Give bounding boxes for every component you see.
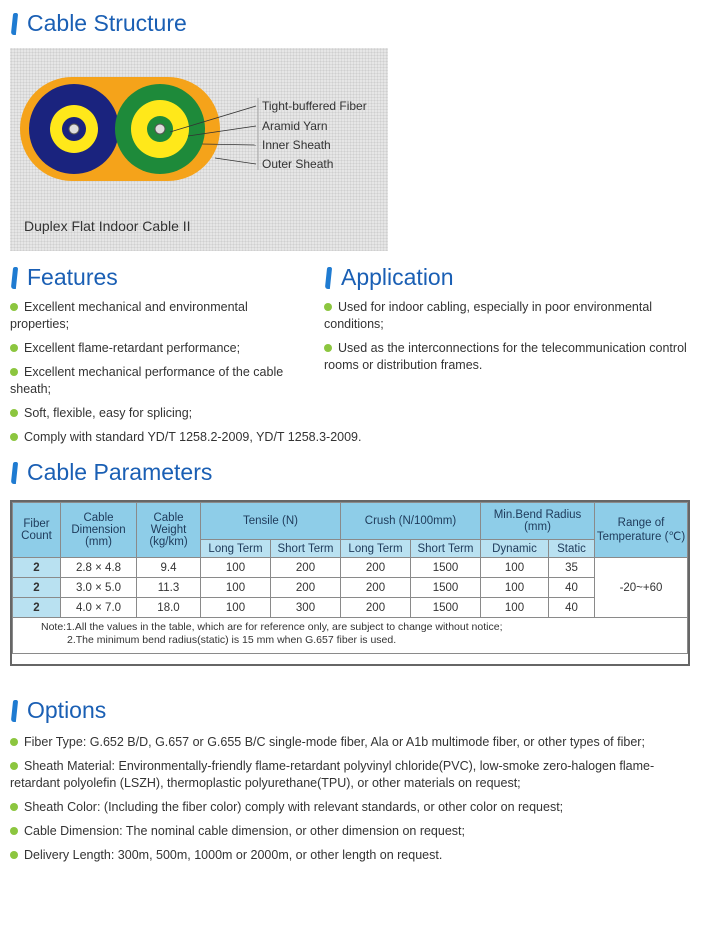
cell-fiber: 2 [13, 578, 61, 598]
section-title: Features [27, 264, 118, 290]
cell-weight: 9.4 [137, 558, 201, 578]
section-marker-icon [11, 700, 18, 722]
diagram-caption: Duplex Flat Indoor Cable II [24, 218, 191, 234]
cell-crush-short: 1500 [411, 578, 481, 598]
cell-weight: 11.3 [137, 578, 201, 598]
cable-structure-diagram [10, 48, 388, 251]
bullet-icon [10, 851, 18, 859]
fiber-core-left [69, 124, 79, 134]
cell-static: 40 [549, 578, 595, 598]
header-dynamic: Dynamic [481, 540, 549, 558]
bullet-icon [10, 827, 18, 835]
cell-fiber: 2 [13, 558, 61, 578]
list-item: Comply with standard YD/T 1258.2-2009, YD/T 1258.3-2009. [10, 429, 430, 446]
header-tensile: Tensile (N) [201, 503, 341, 540]
cell-dimension: 3.0 × 5.0 [61, 578, 137, 598]
header-dimension: Cable Dimension (mm) [61, 503, 137, 558]
callout-label: Tight-buffered Fiber [262, 99, 367, 113]
list-item: Used for indoor cabling, especially in poor environmental conditions; [324, 300, 653, 331]
header-static: Static [549, 540, 595, 558]
cell-static: 35 [549, 558, 595, 578]
cable-parameters-heading [12, 459, 212, 486]
bullet-icon [324, 303, 332, 311]
table-row [13, 558, 688, 578]
header-weight: Cable Weight (kg/km) [137, 503, 201, 558]
section-title: Application [341, 264, 454, 290]
section-marker-icon [11, 267, 18, 289]
features-heading [12, 264, 118, 291]
callout-label: Aramid Yarn [262, 119, 328, 133]
header-bend-radius: Min.Bend Radius (mm) [481, 503, 595, 540]
section-marker-icon [11, 13, 18, 35]
cell-tensile-short: 200 [271, 558, 341, 578]
cell-dynamic: 100 [481, 558, 549, 578]
list-item: Soft, flexible, easy for splicing; [10, 405, 310, 422]
cell-tensile-short: 300 [271, 598, 341, 618]
bullet-icon [10, 738, 18, 746]
bullet-icon [10, 433, 18, 441]
list-item: Excellent mechanical performance of the cable sheath; [10, 365, 284, 396]
cell-crush-long: 200 [341, 558, 411, 578]
header-crush-long: Long Term [341, 540, 411, 558]
cell-dimension: 2.8 × 4.8 [61, 558, 137, 578]
bullet-icon [10, 409, 18, 417]
section-title: Cable Parameters [27, 459, 213, 485]
list-item: Excellent flame-retardant performance; [10, 340, 295, 357]
cell-crush-short: 1500 [411, 598, 481, 618]
cell-weight: 18.0 [137, 598, 201, 618]
table-note [13, 618, 688, 654]
cell-tensile-long: 100 [201, 558, 271, 578]
list-item: Excellent mechanical and environmental properties; [10, 300, 248, 331]
bullet-icon [10, 344, 18, 352]
header-crush: Crush (N/100mm) [341, 503, 481, 540]
cell-crush-long: 200 [341, 598, 411, 618]
callout-label: Inner Sheath [262, 138, 331, 152]
list-item: Cable Dimension: The nominal cable dimension, or other dimension on request; [10, 823, 700, 840]
bullet-icon [10, 303, 18, 311]
callout-line-outer [215, 158, 256, 164]
cable-parameters-table [12, 502, 688, 654]
cell-temperature: -20~+60 [595, 558, 688, 618]
note-line-1: Note:1.All the values in the table, which are for reference only, are subject to change without notice; [41, 621, 503, 633]
list-item: Delivery Length: 300m, 500m, 1000m or 2000m, or other length on request. [10, 847, 700, 864]
table-row [13, 598, 688, 618]
section-title: Options [27, 697, 107, 723]
section-marker-icon [325, 267, 332, 289]
list-item: Used as the interconnections for the telecommunication control rooms or distribution frames. [324, 341, 687, 372]
application-heading [326, 264, 454, 291]
bullet-icon [10, 368, 18, 376]
note-line-2: 2.The minimum bend radius(static) is 15 mm when G.657 fiber is used. [67, 634, 397, 646]
list-item: Sheath Material: Environmentally-friendly flame-retardant polyvinyl chloride(PVC), low-smoke zero-halogen flame-retardant polyolefin (LSZH), thermoplastic polyurethane(TPU), or other materials on request; [10, 759, 655, 790]
fiber-core-right [155, 124, 165, 134]
cell-tensile-short: 200 [271, 578, 341, 598]
cell-dimension: 4.0 × 7.0 [61, 598, 137, 618]
header-crush-short: Short Term [411, 540, 481, 558]
cell-crush-long: 200 [341, 578, 411, 598]
cell-tensile-long: 100 [201, 578, 271, 598]
header-tensile-short: Short Term [271, 540, 341, 558]
cell-tensile-long: 100 [201, 598, 271, 618]
bullet-icon [10, 762, 18, 770]
table-row [13, 578, 688, 598]
cell-fiber: 2 [13, 598, 61, 618]
section-marker-icon [11, 462, 18, 484]
list-item: Fiber Type: G.652 B/D, G.657 or G.655 B/C single-mode fiber, Ala or A1b multimode fiber, or other types of fiber; [10, 734, 700, 751]
list-item: Sheath Color: (Including the fiber color) comply with relevant standards, or other color on request; [10, 799, 700, 816]
callout-label: Outer Sheath [262, 157, 334, 171]
header-temperature: Range of Temperature (℃) [595, 503, 688, 558]
cell-dynamic: 100 [481, 578, 549, 598]
cable-structure-heading [12, 10, 187, 37]
cell-static: 40 [549, 598, 595, 618]
section-title: Cable Structure [27, 10, 187, 36]
bullet-icon [10, 803, 18, 811]
cell-dynamic: 100 [481, 598, 549, 618]
header-fiber-count: Fiber Count [13, 503, 61, 558]
header-tensile-long: Long Term [201, 540, 271, 558]
bullet-icon [324, 344, 332, 352]
cell-crush-short: 1500 [411, 558, 481, 578]
options-heading [12, 697, 106, 724]
